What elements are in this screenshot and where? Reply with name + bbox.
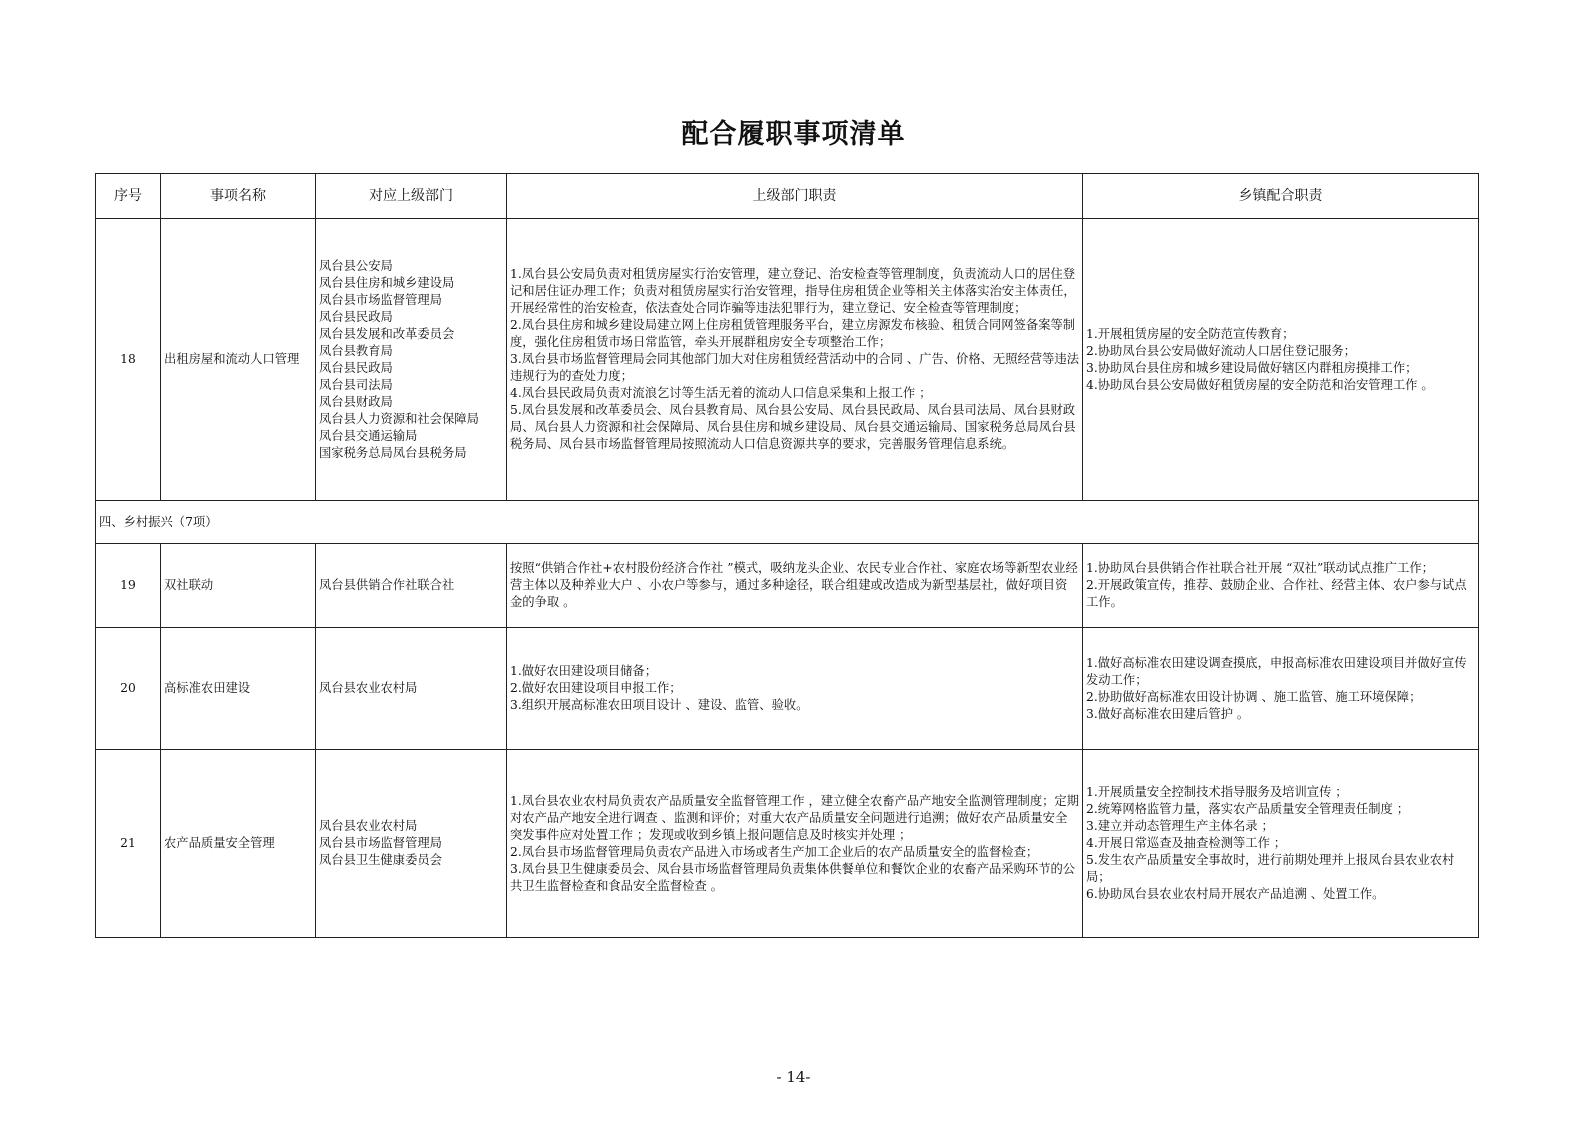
row-town-duty: 1.开展质量安全控制技术指导服务及培训宣传 ； 2.统筹网格监管力量，落实农产品质量安全管理责任制度 ； 3.建立并动态管理生产主体名录 ； 4.开展日常巡查及抽查检测等工作 ； 5.发生农产品质量安全事故时，进行前期处理并上报凤台县农业农村局； 6.协助凤台县农业农村局开展农产品追溯 、处置工作。 [1083,750,1479,938]
table-row [96,544,1479,628]
page-number: - 14- [776,1068,811,1086]
row-depts: 凤台县供销合作社联合社 [316,544,507,628]
header-name: 事项名称 [161,174,316,219]
row-depts: 凤台县公安局 凤台县住房和城乡建设局 凤台县市场监督管理局 凤台县民政局 凤台县发展和改革委员会 凤台县教育局 凤台县民政局 凤台县司法局 凤台县财政局 凤台县人力资源和社会保障局 凤台县交通运输局 国家税务总局凤台县税务局 [316,219,507,501]
row-name: 出租房屋和流动人口管理 [161,219,316,501]
section-title: 四、乡村振兴（7项） [96,501,1479,544]
section-row [96,501,1479,544]
table-row [96,219,1479,501]
row-no: 19 [96,544,161,628]
header-town-duty: 乡镇配合职责 [1083,174,1479,219]
row-name: 农产品质量安全管理 [161,750,316,938]
row-town-duty: 1.协助凤台县供销合作社联合社开展 “双社”联动试点推广工作； 2.开展政策宣传，推荐、鼓励企业、合作社、经营主体、农户参与试点工作。 [1083,544,1479,628]
page-title: 配合履职事项清单 [681,119,906,150]
table-header [96,174,1479,219]
row-no: 20 [96,628,161,750]
header-no: 序号 [96,174,161,219]
row-town-duty: 1.开展租赁房屋的安全防范宣传教育； 2.协助凤台县公安局做好流动人口居住登记服务； 3.协助凤台县住房和城乡建设局做好辖区内群租房摸排工作； 4.协助凤台县公安局做好租赁房屋的安全防范和治安管理工作 。 [1083,219,1479,501]
table-row [96,750,1479,938]
duty-table [95,173,1479,938]
row-upper-duty: 1.凤台县农业农村局负责农产品质量安全监督管理工作 ，建立健全农畜产品产地安全监测管理制度；定期对农产品产地安全进行调查 、监测和评价；对重大农产品质量安全问题进行追溯；做好农产品质量安全突发事件应对处置工作 ；发现或收到乡镇上报问题信息及时核实并处理 ； 2.凤台县市场监督管理局负责农产品进入市场或者生产加工企业后的农产品质量安全的监督检查； 3.凤台县卫生健康委员会、凤台县市场监督管理局负责集体供餐单位和餐饮企业的农畜产品采购环节的公共卫生监督检查和食品安全监督检查 。 [507,750,1083,938]
header-dept: 对应上级部门 [316,174,507,219]
row-town-duty: 1.做好高标准农田建设调查摸底，申报高标准农田建设项目并做好宣传发动工作； 2.协助做好高标准农田设计协调 、施工监管、施工环境保障； 3.做好高标准农田建后管护 。 [1083,628,1479,750]
row-no: 18 [96,219,161,501]
row-upper-duty: 1.凤台县公安局负责对租赁房屋实行治安管理，建立登记、治安检查等管理制度，负责流动人口的居住登记和居住证办理工作；负责对租赁房屋实行治安管理，指导住房租赁企业等相关主体落实治安主体责任，开展经常性的治安检查，依法查处合同诈骗等违法犯罪行为，建立登记、安全检查等管理制度； 2.凤台县住房和城乡建设局建立网上住房租赁管理服务平台，建立房源发布核验、租赁合同网签备案等制度，强化住房租赁市场日常监管，牵头开展群租房安全专项整治工作； 3.凤台县市场监督管理局会同其他部门加大对住房租赁经营活动中的合同 、广告、价格、无照经营等违法违规行为的查处力度； 4.凤台县民政局负责对流浪乞讨等生活无着的流动人口信息采集和上报工作 ； 5.凤台县发展和改革委员会、凤台县教育局、凤台县公安局、凤台县民政局、凤台县司法局、凤台县财政局、凤台县人力资源和社会保障局、凤台县住房和城乡建设局、凤台县交通运输局、国家税务总局凤台县税务局、凤台县市场监督管理局按照流动人口信息资源共享的要求，完善服务管理信息系统。 [507,219,1083,501]
row-depts: 凤台县农业农村局 凤台县市场监督管理局 凤台县卫生健康委员会 [316,750,507,938]
row-name: 双社联动 [161,544,316,628]
row-no: 21 [96,750,161,938]
row-upper-duty: 1.做好农田建设项目储备； 2.做好农田建设项目申报工作； 3.组织开展高标准农田项目设计 、建设、监管、验收。 [507,628,1083,750]
row-upper-duty: 按照“供销合作社+农村股份经济合作社 ”模式，吸纳龙头企业、农民专业合作社、家庭农场等新型农业经营主体以及种养业大户 、小农户等参与，通过多种途径，联合组建或改造成为新型基层社，做好项目资金的争取 。 [507,544,1083,628]
row-name: 高标准农田建设 [161,628,316,750]
header-upper-duty: 上级部门职责 [507,174,1083,219]
row-depts: 凤台县农业农村局 [316,628,507,750]
table-row [96,628,1479,750]
